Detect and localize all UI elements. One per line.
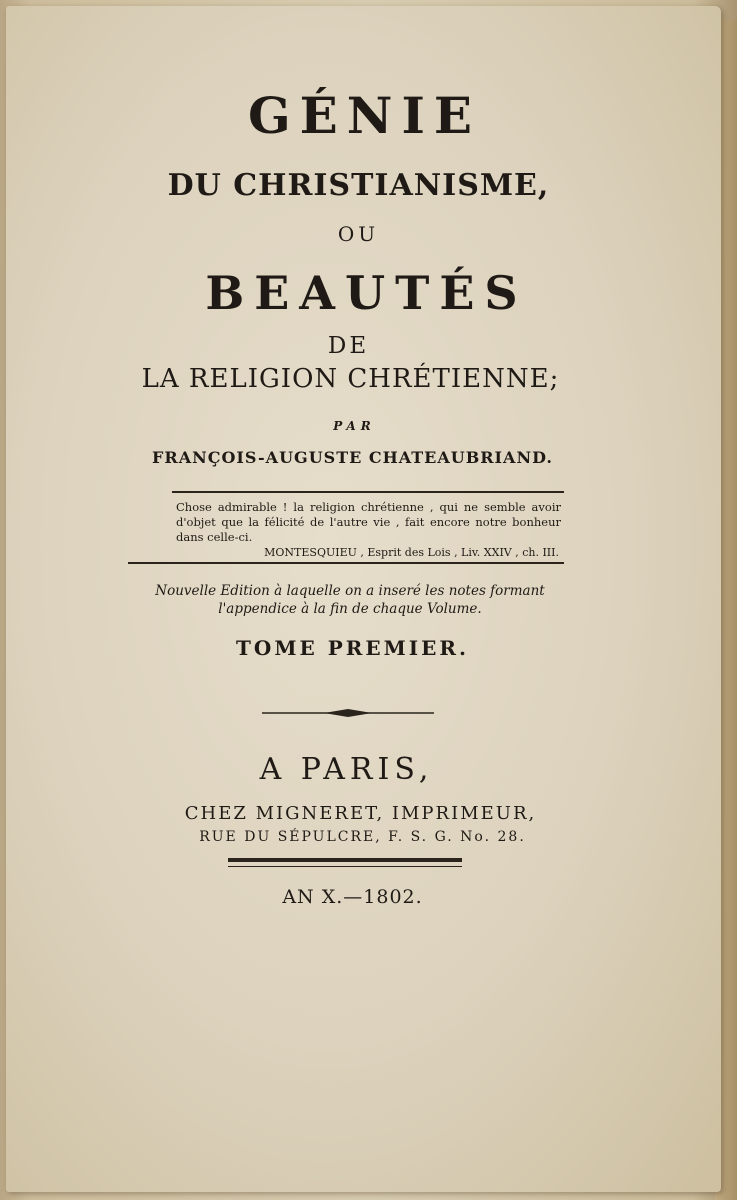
epigraph-attribution: MONTESQUIEU , Esprit des Lois , Liv. XXIV , ch. III. bbox=[264, 546, 559, 559]
title-conjunction: OU bbox=[337, 222, 380, 246]
imprint-rule-thick bbox=[228, 858, 462, 862]
imprint-rule-thin bbox=[228, 866, 462, 867]
alternate-title: BEAUTÉS bbox=[205, 266, 528, 320]
imprint-city: A PARIS, bbox=[259, 752, 434, 787]
ornamental-rule bbox=[262, 706, 434, 720]
epigraph bbox=[176, 500, 561, 560]
by-label: PAR bbox=[333, 419, 376, 433]
book-title: GÉNIE bbox=[247, 86, 481, 145]
alternate-subtitle: LA RELIGION CHRÉTIENNE; bbox=[141, 364, 560, 394]
epigraph-top-rule bbox=[172, 491, 564, 493]
edition-note: Nouvelle Edition à laquelle on a inseré les notes formant l'appendice à la fin de chaque Volume. bbox=[155, 583, 545, 617]
imprint-printer: CHEZ MIGNERET, IMPRIMEUR, bbox=[184, 803, 537, 824]
epigraph-quote: Chose admirable ! la religion chrétienne , qui ne semble avoir d'objet que la félicité de l'autre vie , fait encore notre bonheur dans celle-ci. bbox=[176, 500, 561, 544]
epigraph-bottom-rule bbox=[128, 562, 564, 564]
imprint-date: AN X.—1802. bbox=[282, 886, 423, 908]
book-subtitle: DU CHRISTIANISME, bbox=[167, 168, 550, 203]
title-preposition: DE bbox=[327, 333, 370, 359]
volume-label: TOME PREMIER. bbox=[236, 636, 469, 660]
imprint-address: RUE DU SÉPULCRE, F. S. G. No. 28. bbox=[199, 829, 526, 845]
author-name: FRANÇOIS-AUGUSTE CHATEAUBRIAND. bbox=[152, 448, 553, 467]
